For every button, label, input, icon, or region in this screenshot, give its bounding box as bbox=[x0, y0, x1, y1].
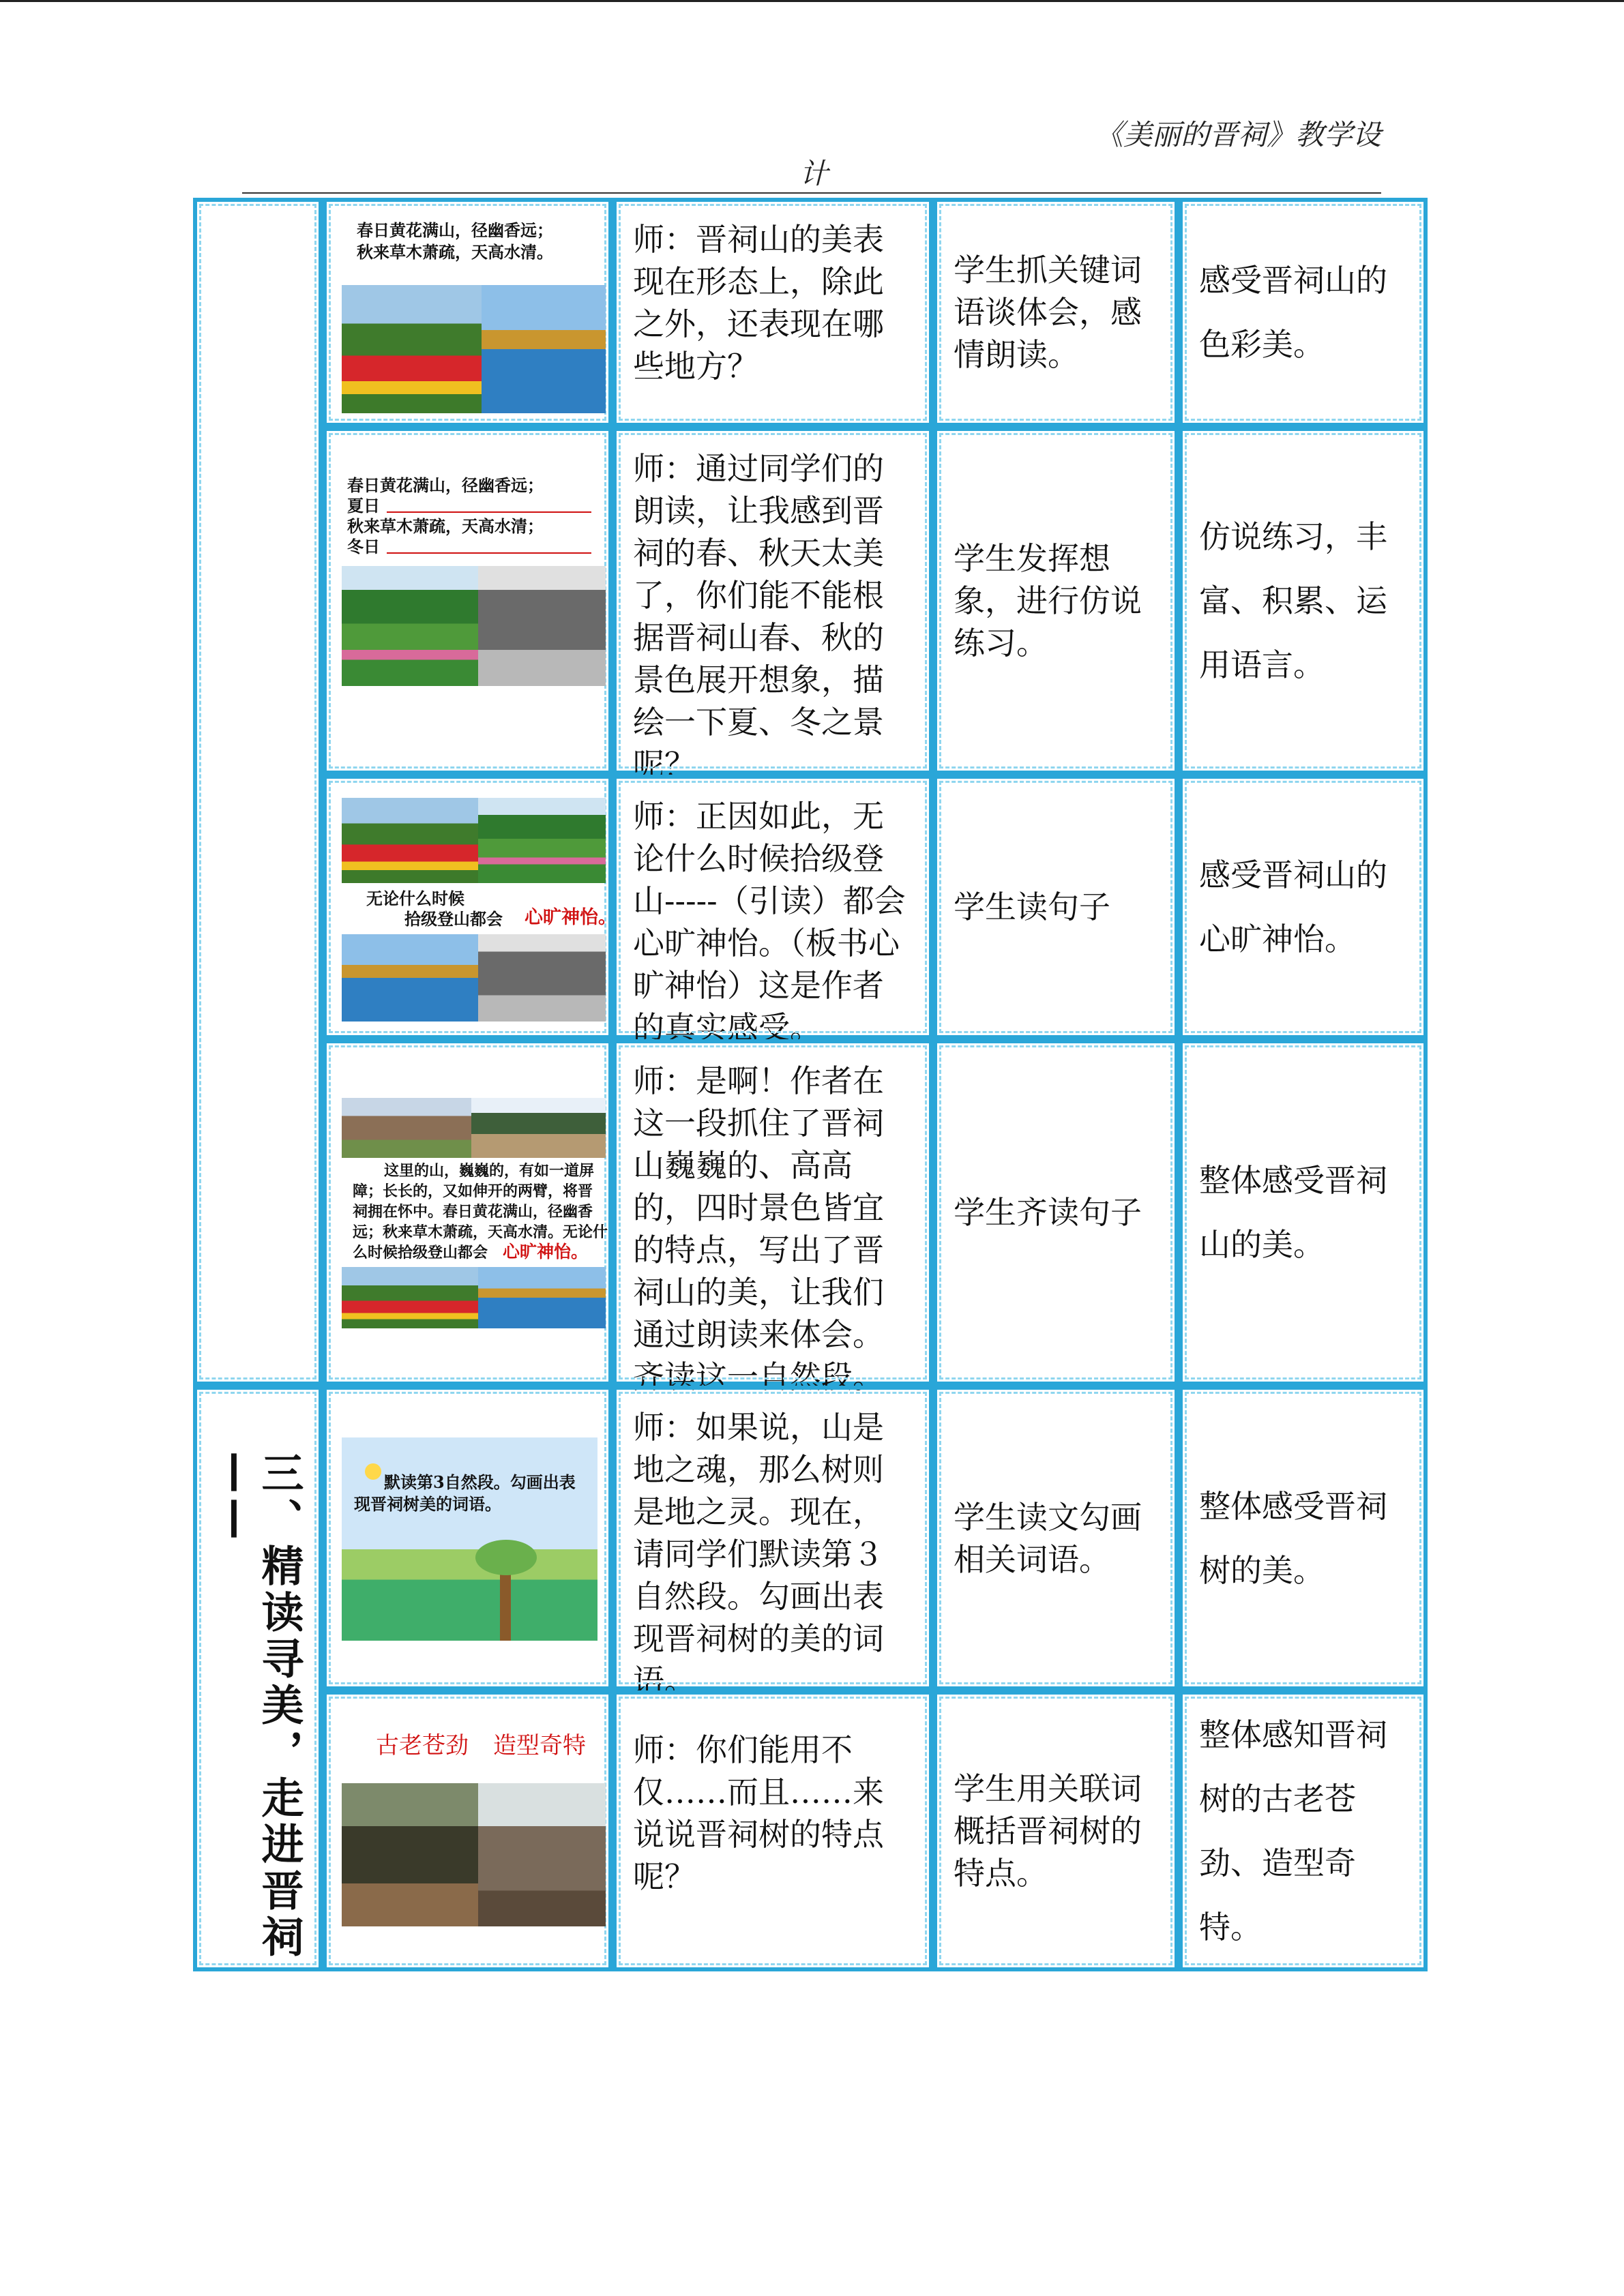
slide-highlight: 心旷神怡。 bbox=[525, 907, 617, 928]
slide-highlight: 古老苍劲 bbox=[376, 1732, 469, 1759]
slide-cell bbox=[323, 198, 612, 427]
ancient-tree-photo bbox=[342, 1783, 478, 1926]
slide-text: 这里的山，巍巍的，有如一道屏 bbox=[384, 1162, 595, 1180]
student-activity-text: 学生读文勾画相关词语。 bbox=[954, 1498, 1142, 1578]
page-top-border bbox=[0, 0, 1624, 2]
student-activity-text: 学生读句子 bbox=[954, 889, 1110, 925]
teacher-activity: 师：是啊！作者在这一段抓住了晋祠山巍巍的、高高的，四时景色皆宜的特点，写出了晋祠山的美，让我们通过朗读来体会。齐读这一自然段。 bbox=[612, 1039, 933, 1386]
student-activity bbox=[933, 1039, 1179, 1386]
blank-line bbox=[387, 552, 591, 554]
design-intent bbox=[1179, 775, 1428, 1039]
slide-text: 现晋祠树美的词语。 bbox=[354, 1494, 501, 1514]
student-activity bbox=[933, 1690, 1179, 1971]
teacher-activity: 师：通过同学们的朗读，让我感到晋祠的春、秋天太美了，你们能不能根据晋祠山春、秋的景色展开想象，描绘一下夏、冬之景呢？ bbox=[612, 427, 933, 775]
blank-line bbox=[387, 511, 591, 513]
student-activity-text: 学生抓关键词语谈体会，感情朗读。 bbox=[954, 252, 1142, 373]
slide-text: 夏日 bbox=[347, 496, 380, 516]
stage-cell bbox=[193, 1386, 323, 1971]
flower-garden-photo bbox=[342, 798, 478, 883]
mountain-photo bbox=[342, 1098, 471, 1158]
stage-cell-prev bbox=[193, 198, 323, 1386]
slide-text: 拾级登山都会 bbox=[404, 909, 503, 929]
slide-thumbnail bbox=[342, 1729, 597, 1926]
design-intent-text: 整体感受晋祠山的美。 bbox=[1199, 1162, 1387, 1263]
design-intent-text: 感受晋祠山的心旷神怡。 bbox=[1199, 856, 1387, 957]
slide-text: 春日黄花满山，径幽香远； bbox=[357, 220, 553, 240]
student-activity bbox=[933, 775, 1179, 1039]
student-activity bbox=[933, 427, 1179, 775]
snowy-gate-photo bbox=[478, 934, 606, 1022]
design-intent-text: 整体感受晋祠树的美。 bbox=[1199, 1487, 1387, 1589]
sun-icon bbox=[365, 1463, 381, 1480]
slide-text: 默读第3自然段。勾画出表 bbox=[384, 1472, 576, 1492]
slide-text: 无论什么时候 bbox=[366, 889, 464, 908]
slide-text: 么时候拾级登山都会 bbox=[353, 1244, 488, 1262]
design-intent bbox=[1179, 198, 1428, 427]
slide-thumbnail bbox=[342, 1098, 608, 1330]
slide-cell bbox=[323, 1386, 612, 1690]
slide-thumbnail bbox=[342, 798, 617, 1023]
teacher-activity: 师：正因如此，无论什么时候拾级登山-----（引读）都会心旷神怡。（板书心旷神怡）这是作者的真实感受。 bbox=[612, 775, 933, 1039]
snowy-gate-photo bbox=[478, 566, 606, 686]
temple-photo bbox=[471, 1098, 606, 1158]
header-rule bbox=[242, 192, 1381, 194]
design-intent-text: 感受晋祠山的色彩美。 bbox=[1199, 262, 1387, 363]
design-intent bbox=[1179, 427, 1428, 775]
student-activity-text: 学生用关联词概括晋祠树的特点。 bbox=[954, 1770, 1142, 1892]
lesson-table bbox=[193, 198, 1428, 1967]
teacher-activity: 师：晋祠山的美表现在形态上，除此之外，还表现在哪些地方？ bbox=[612, 198, 933, 427]
lake-photo bbox=[482, 285, 606, 413]
slide-highlight: 造型奇特 bbox=[493, 1732, 586, 1759]
stage-label: 三、精读寻美，走进晋祠—— bbox=[212, 1451, 304, 1961]
slide-cell bbox=[323, 1690, 612, 1971]
tree-crown bbox=[475, 1540, 537, 1575]
header-title: 《美丽的晋祠》教学设 bbox=[1095, 118, 1382, 151]
slide-thumbnail bbox=[342, 472, 597, 690]
design-intent bbox=[1179, 1039, 1428, 1386]
design-intent-text: 仿说练习，丰富、积累、运用语言。 bbox=[1199, 518, 1387, 683]
slide-text: 祠拥在怀中。春日黄花满山，径幽香 bbox=[353, 1203, 593, 1221]
slide-cell bbox=[323, 427, 612, 775]
student-activity-text: 学生齐读句子 bbox=[954, 1194, 1142, 1231]
student-activity-text: 学生发挥想象，进行仿说练习。 bbox=[954, 540, 1142, 661]
slide-cell bbox=[323, 1039, 612, 1386]
slide-text: 秋来草木萧疏，天高水清； bbox=[347, 516, 544, 536]
slide-cell bbox=[323, 775, 617, 1039]
slide-thumbnail bbox=[342, 1437, 597, 1641]
student-activity bbox=[933, 198, 1179, 427]
design-intent bbox=[1179, 1386, 1428, 1690]
slide-thumbnail bbox=[342, 217, 597, 415]
slide-text: 冬日 bbox=[347, 537, 380, 556]
student-activity bbox=[933, 1386, 1179, 1690]
flower-garden-photo bbox=[342, 285, 482, 413]
teacher-activity: 师：如果说，山是地之魂，那么树则是地之灵。现在，请同学们默读第３自然段。勾画出表现晋祠树的美的词语。 bbox=[612, 1386, 933, 1690]
slide-text: 障；长长的，又如伸开的两臂，将晋 bbox=[353, 1182, 593, 1200]
header-title-wrap: 计 bbox=[799, 157, 829, 190]
lotus-pond-photo bbox=[342, 566, 478, 686]
slide-text: 秋来草木萧疏，天高水清。 bbox=[357, 242, 553, 262]
lake-photo bbox=[478, 1267, 606, 1328]
slide-text: 春日黄花满山，径幽香远； bbox=[347, 475, 544, 495]
design-intent: 整体感知晋祠树的古老苍劲、造型奇特。 bbox=[1179, 1690, 1428, 1971]
flower-garden-photo bbox=[342, 1267, 478, 1328]
lake-photo bbox=[342, 934, 478, 1022]
slide-highlight: 心旷神怡。 bbox=[503, 1242, 589, 1262]
lotus-pond-photo bbox=[478, 798, 606, 883]
slide-text: 远；秋来草木萧疏，天高水清。无论什 bbox=[353, 1223, 608, 1241]
twisted-tree-photo bbox=[478, 1783, 606, 1926]
teacher-activity: 师：你们能用不仅……而且……来说说晋祠树的特点呢？ bbox=[612, 1690, 933, 1971]
